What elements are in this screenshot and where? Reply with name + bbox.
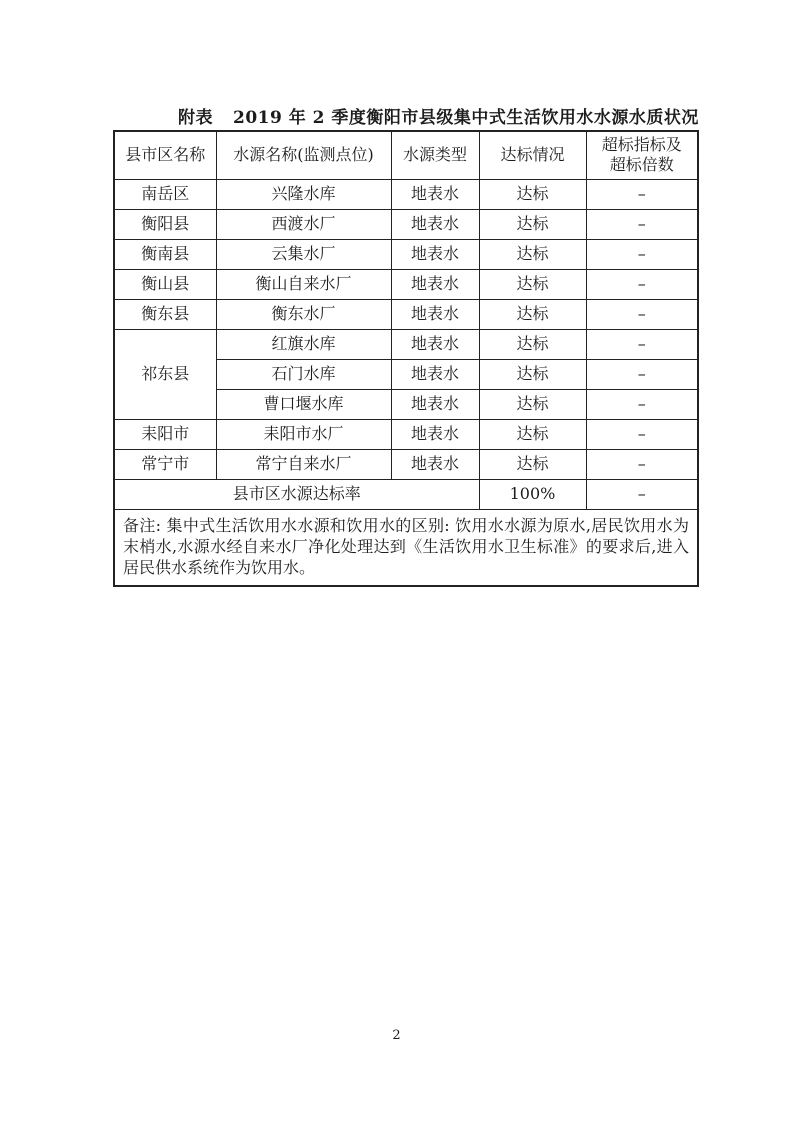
table-row (114, 419, 698, 449)
table-row (114, 269, 698, 299)
page-title (178, 103, 699, 128)
status-cell: 达标 (479, 239, 586, 269)
excess-cell: – (586, 359, 698, 389)
table-row (114, 179, 698, 209)
excess-cell: – (586, 449, 698, 479)
type-cell: 地表水 (391, 209, 479, 239)
region-cell: 衡南县 (114, 239, 216, 269)
excess-cell: – (586, 419, 698, 449)
summary-value-cell: 100% (479, 479, 586, 509)
status-cell: 达标 (479, 209, 586, 239)
source-cell: 兴隆水库 (216, 179, 391, 209)
header-source: 水源名称(监测点位) (216, 131, 391, 179)
status-cell: 达标 (479, 389, 586, 419)
source-cell: 衡东水厂 (216, 299, 391, 329)
table-row (114, 449, 698, 479)
title-prefix: 附表 (178, 108, 213, 128)
type-cell: 地表水 (391, 239, 479, 269)
type-cell: 地表水 (391, 329, 479, 359)
type-cell: 地表水 (391, 179, 479, 209)
status-cell: 达标 (479, 179, 586, 209)
type-cell: 地表水 (391, 419, 479, 449)
source-cell: 曹口堰水库 (216, 389, 391, 419)
source-cell: 衡山自来水厂 (216, 269, 391, 299)
region-cell: 衡山县 (114, 269, 216, 299)
note-cell: 备注: 集中式生活饮用水水源和饮用水的区别: 饮用水水源为原水,居民饮用水为末梢水,水源水经自来水厂净化处理达到《生活饮用水卫生标准》的要求后,进入居民供水系统作为饮用水。 (114, 509, 698, 586)
source-cell: 耒阳市水厂 (216, 419, 391, 449)
region-cell: 衡阳县 (114, 209, 216, 239)
water-quality-table (113, 130, 699, 587)
excess-cell: – (586, 269, 698, 299)
region-cell: 常宁市 (114, 449, 216, 479)
source-cell: 石门水库 (216, 359, 391, 389)
region-cell: 耒阳市 (114, 419, 216, 449)
header-excess-line1: 超标指标及 (601, 135, 682, 155)
source-cell: 红旗水库 (216, 329, 391, 359)
header-excess (586, 131, 698, 179)
status-cell: 达标 (479, 269, 586, 299)
table-row (114, 239, 698, 269)
excess-cell: – (586, 299, 698, 329)
source-cell: 常宁自来水厂 (216, 449, 391, 479)
region-cell: 衡东县 (114, 299, 216, 329)
status-cell: 达标 (479, 359, 586, 389)
summary-row (114, 479, 698, 509)
header-excess-line2: 超标倍数 (609, 155, 674, 175)
table-row (114, 329, 698, 359)
excess-cell: – (586, 329, 698, 359)
excess-cell: – (586, 239, 698, 269)
page-number: 2 (392, 1028, 401, 1043)
summary-label-cell: 县市区水源达标率 (114, 479, 479, 509)
status-cell: 达标 (479, 329, 586, 359)
region-cell: 南岳区 (114, 179, 216, 209)
type-cell: 地表水 (391, 389, 479, 419)
type-cell: 地表水 (391, 269, 479, 299)
type-cell: 地表水 (391, 449, 479, 479)
type-cell: 地表水 (391, 359, 479, 389)
status-cell: 达标 (479, 419, 586, 449)
note-row (114, 509, 698, 586)
excess-cell: – (586, 209, 698, 239)
header-row (114, 131, 698, 179)
table-row (114, 299, 698, 329)
title-text: 2019 年 2 季度衡阳市县级集中式生活饮用水水源水质状况 (233, 108, 699, 128)
status-cell: 达标 (479, 299, 586, 329)
header-type: 水源类型 (391, 131, 479, 179)
source-cell: 云集水厂 (216, 239, 391, 269)
type-cell: 地表水 (391, 299, 479, 329)
status-cell: 达标 (479, 449, 586, 479)
region-cell-merged: 祁东县 (114, 329, 216, 419)
summary-excess-cell: – (586, 479, 698, 509)
source-cell: 西渡水厂 (216, 209, 391, 239)
header-status: 达标情况 (479, 131, 586, 179)
header-region: 县市区名称 (114, 131, 216, 179)
table-row (114, 209, 698, 239)
excess-cell: – (586, 179, 698, 209)
excess-cell: – (586, 389, 698, 419)
